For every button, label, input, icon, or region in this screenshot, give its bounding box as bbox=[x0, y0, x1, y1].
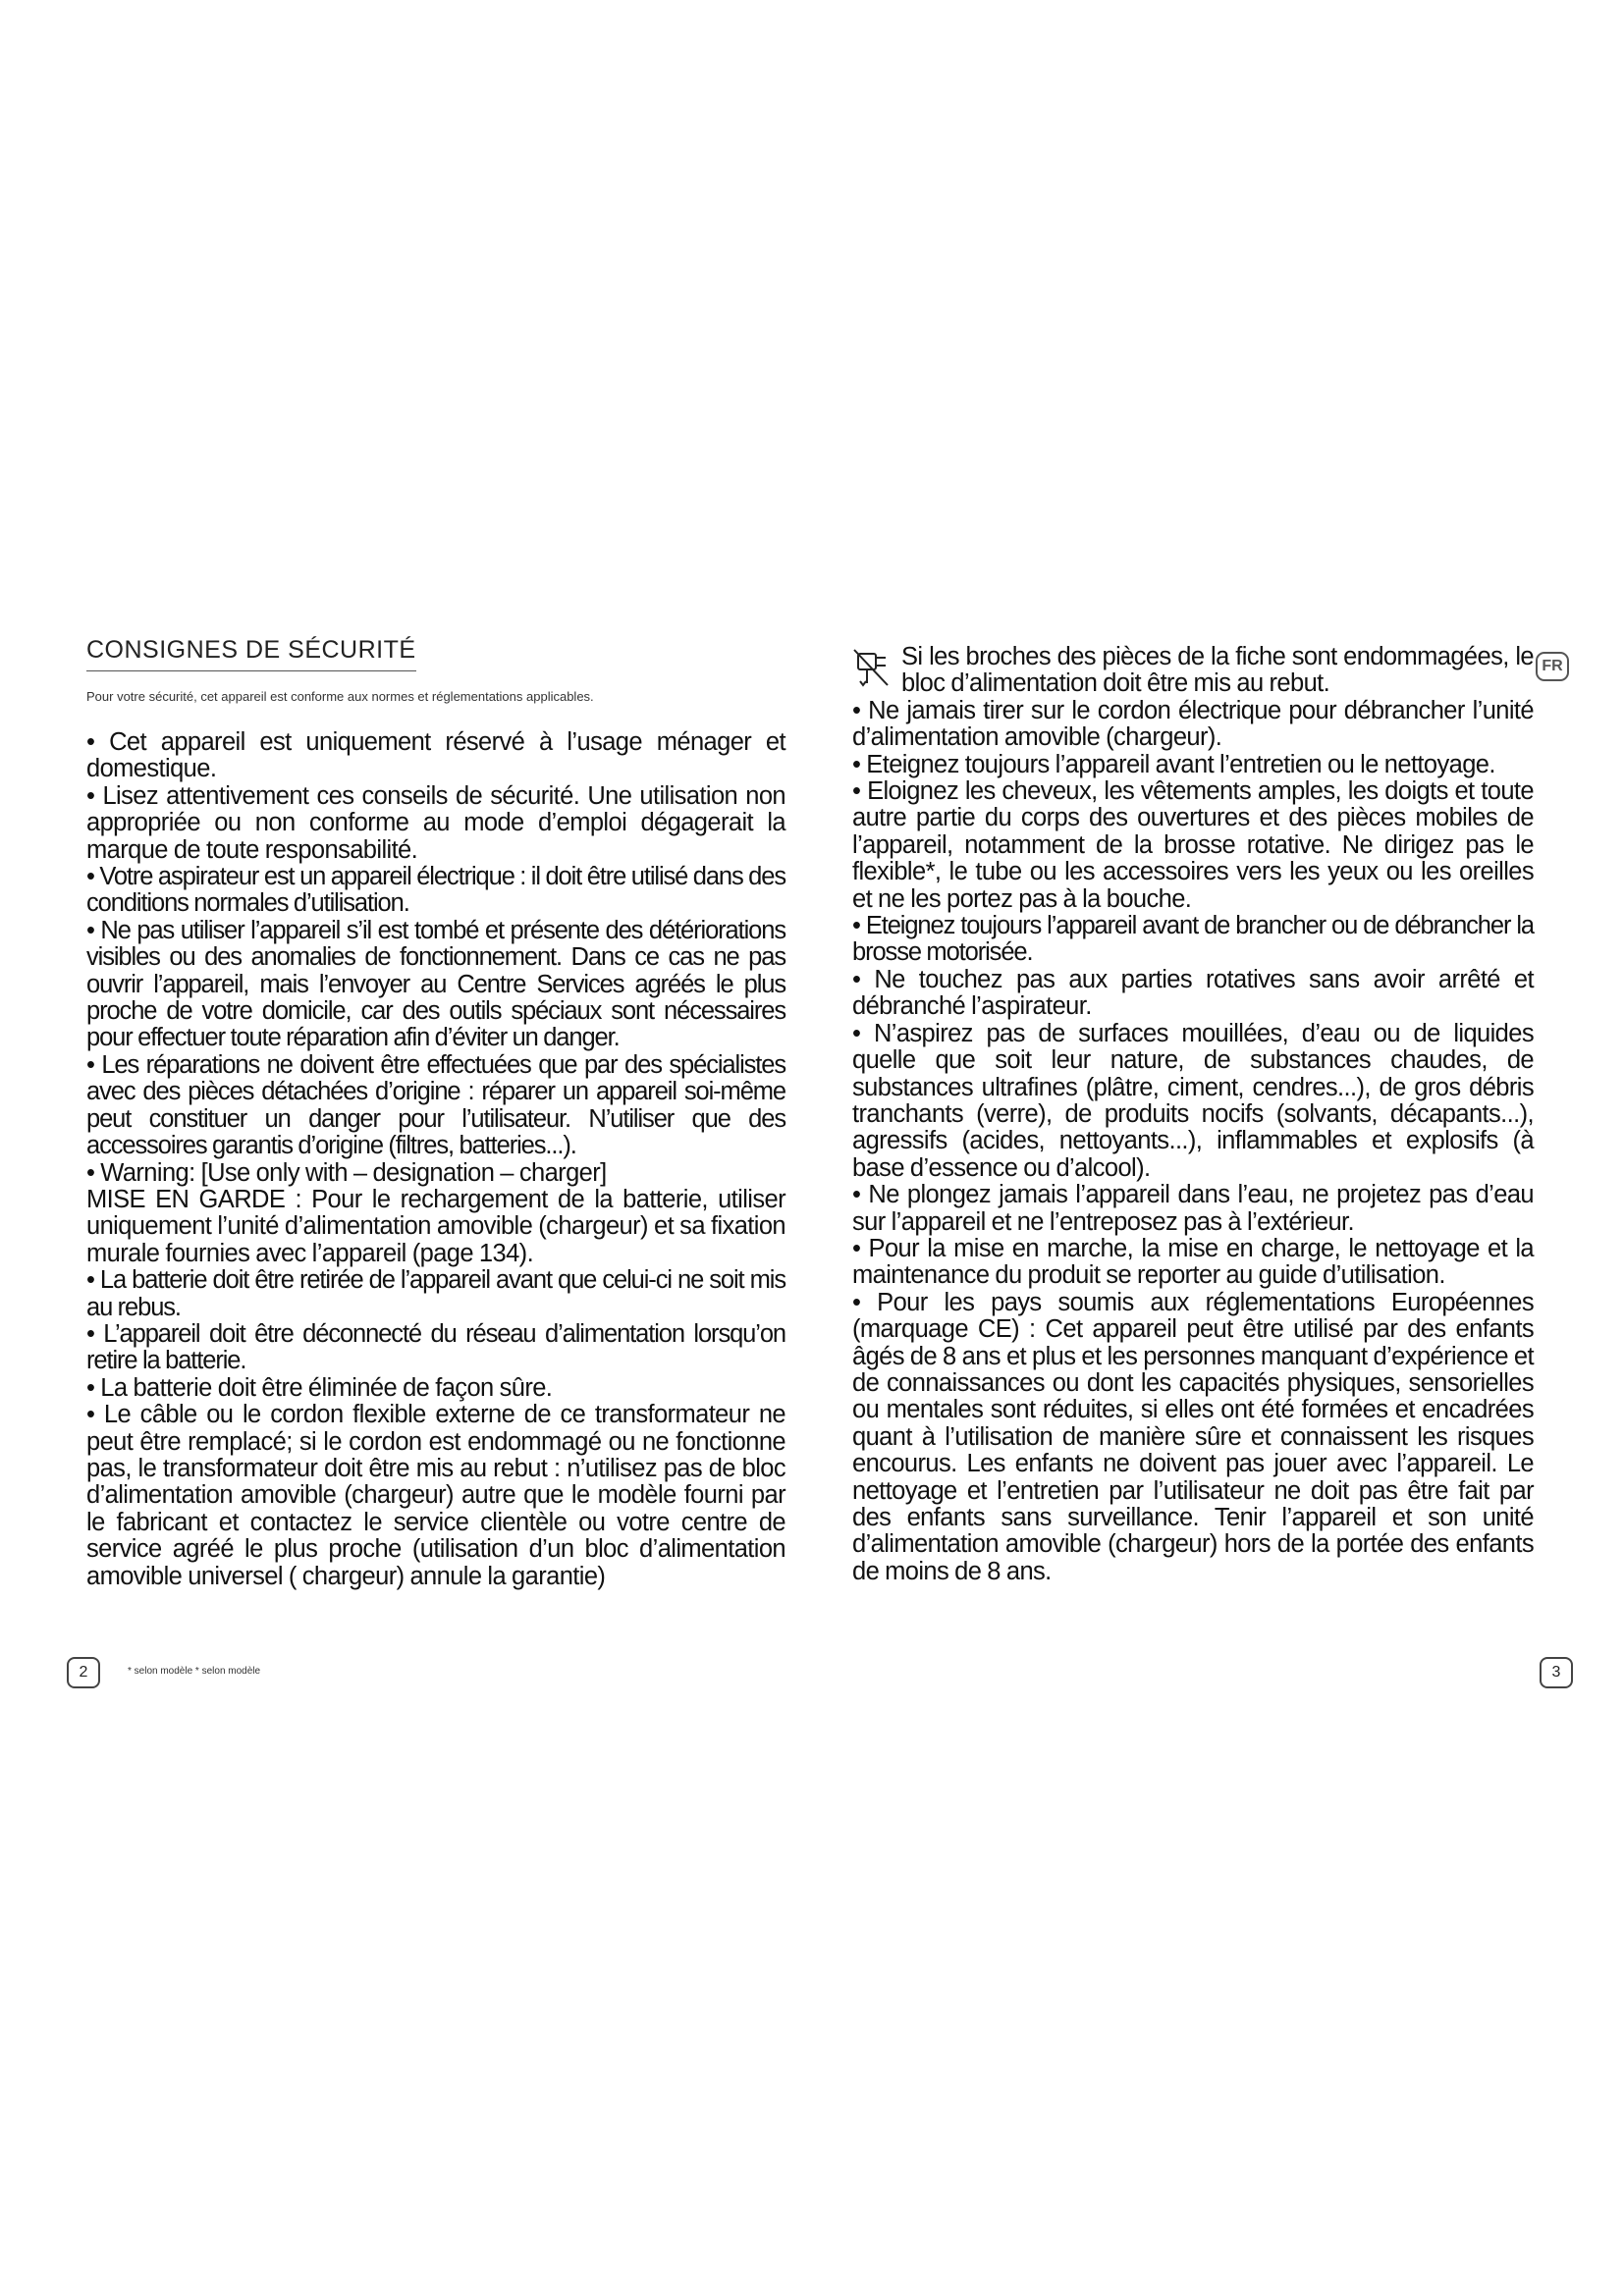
safety-paragraph-5: • Les réparations ne doivent être effectuées que par des spécialistes avec des pièces détachées d’origine : réparer un appareil soi-même peut constituer un danger pour l’utilisateur. N’utiliser que des accessoires garantis d’origine (filtres, batteries...). bbox=[86, 1050, 785, 1160]
section-subtitle: Pour votre sécurité, cet appareil est conforme aux normes et réglementations applicables. bbox=[86, 689, 594, 704]
safety-paragraph-11: • Le câble ou le cordon flexible externe de ce transformateur ne peut être remplacé; si le cordon est endommagé ou ne fonctionne pas, le transformateur doit être mis au rebut : n’utilisez pas de bloc d’alimentation amovible (chargeur) autre que le modèle fourni par le fabricant et contactez le service clientèle ou votre centre de service agréé le plus proche (utilisation d’un bloc d’alimentation amovible universel ( chargeur) annule la garantie) bbox=[86, 1401, 785, 1590]
safety-paragraph-r1: • Ne jamais tirer sur le cordon électrique pour débrancher l’unité d’alimentation amovible (chargeur). bbox=[852, 696, 1534, 752]
safety-paragraph-7: MISE EN GARDE : Pour le rechargement de la batterie, utiliser uniquement l’unité d’alimentation amovible (chargeur) et sa fixation murale fournies avec l’appareil (page 134). bbox=[86, 1185, 785, 1267]
safety-paragraph-6: • Warning: [Use only with – designation – charger] bbox=[86, 1158, 607, 1187]
page-number-right: 3 bbox=[1540, 1657, 1573, 1688]
section-title: CONSIGNES DE SÉCURITÉ bbox=[86, 636, 416, 671]
safety-paragraph-3: • Votre aspirateur est un appareil électrique : il doit être utilisé dans des conditions normales d’utilisation. bbox=[86, 863, 785, 918]
safety-paragraph-r8: • Pour la mise en marche, la mise en charge, le nettoyage et la maintenance du produit se reporter au guide d’utilisation. bbox=[852, 1234, 1534, 1290]
page-number-left: 2 bbox=[67, 1657, 100, 1688]
safety-paragraph-1: • Cet appareil est uniquement réservé à l’usage ménager et domestique. bbox=[86, 728, 785, 783]
language-badge: FR bbox=[1536, 652, 1569, 681]
safety-paragraph-2: • Lisez attentivement ces conseils de sécurité. Une utilisation non appropriée ou non conforme au mode d’emploi dégagerait la marque de toute responsabilité. bbox=[86, 781, 785, 864]
right-page-column bbox=[852, 644, 1534, 1585]
safety-paragraph-4: • Ne pas utiliser l’appareil s’il est tombé et présente des détériorations visibles ou des anomalies de fonctionnement. Dans ce cas ne pas ouvrir l’appareil, mais l’envoyer au Centre Services agréés le plus proche de votre domicile, car des outils spéciaux sont nécessaires pour effectuer toute réparation afin d’éviter un danger. bbox=[86, 916, 785, 1052]
safety-paragraph-10: • La batterie doit être éliminée de façon sûre. bbox=[86, 1373, 553, 1402]
safety-paragraph-r9: • Pour les pays soumis aux réglementations Européennes (marquage CE) : Cet appareil peut être utilisé par des enfants âgés de 8 ans et plus et les personnes manquant d’expérience et de connaissances ou dont les capacités physiques, sensorielles ou mentales sont réduites, si elles ont été formées et encadrées quant à l’utilisation de manière sûre et connaissent les risques encourus. Les enfants ne doivent pas jouer avec l’appareil. Le nettoyage et l’entretien par l’utilisateur ne doit pas être fait par des enfants sans surveillance. Tenir l’appareil et son unité d’alimentation amovible (chargeur) hors de la portée des enfants de moins de 8 ans. bbox=[852, 1288, 1534, 1585]
footnote: * selon modèle * selon modèle bbox=[128, 1666, 261, 1677]
safety-paragraph-9: • L’appareil doit être déconnecté du réseau d’alimentation lorsqu’on retire la batterie. bbox=[86, 1319, 785, 1375]
plug-warning bbox=[852, 644, 1534, 698]
safety-paragraph-r7: • Ne plongez jamais l’appareil dans l’eau, ne projetez pas d’eau sur l’appareil et ne l’entreposez pas à l’extérieur. bbox=[852, 1181, 1534, 1236]
left-page-column bbox=[86, 636, 785, 1590]
safety-paragraph-r4: • Eteignez toujours l’appareil avant de brancher ou de débrancher la brosse motorisée. bbox=[852, 912, 1534, 967]
safety-paragraph-8: • La batterie doit être retirée de l’appareil avant que celui-ci ne soit mis au rebus. bbox=[86, 1266, 785, 1321]
broken-plug-icon bbox=[852, 646, 892, 691]
safety-paragraph-r5: • Ne touchez pas aux parties rotatives sans avoir arrêté et débranché l’aspirateur. bbox=[852, 965, 1534, 1021]
safety-paragraph-r6: • N’aspirez pas de surfaces mouillées, d’eau ou de liquides quelle que soit leur nature, de substances chaudes, de substances ultrafines (plâtre, ciment, cendres...), de gros débris tranchants (verre), de produits nocifs (solvants, décapants...), agressifs (acides, nettoyants...), inflammables et explosifs (à base d’essence ou d’alcool). bbox=[852, 1019, 1534, 1182]
safety-paragraph-r3: • Eloignez les cheveux, les vêtements amples, les doigts et toute autre partie du corps des ouvertures et des pièces mobiles de l’appareil, notamment de la brosse rotative. Ne dirigez pas le flexible*, le tube ou les accessoires vers les yeux ou les oreilles et ne les portez pas à la bouche. bbox=[852, 777, 1534, 913]
safety-paragraph-r2: • Eteignez toujours l’appareil avant l’entretien ou le nettoyage. bbox=[852, 750, 1495, 778]
plug-warning-text: Si les broches des pièces de la fiche sont endommagées, le bloc d’alimentation doit être mis au rebut. bbox=[901, 643, 1534, 698]
